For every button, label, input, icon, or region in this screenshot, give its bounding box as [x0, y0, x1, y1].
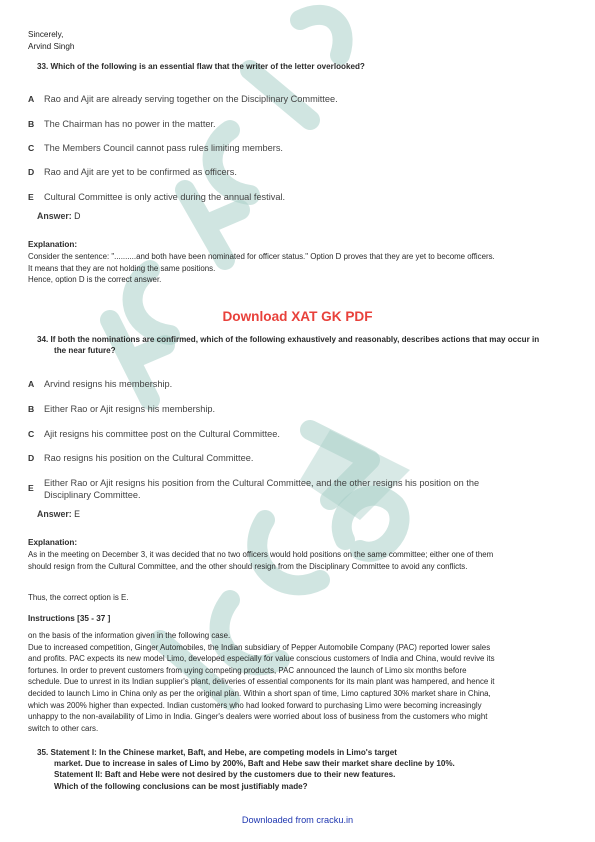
instructions-text: on the basis of the information given in the following case. Due to increased competition, Ginger Automobiles, the Indian subsidiary of Pepper Automobile Company (PAC) reported lower sales and profits. PAC expects its new model Limo, developed especially for value conscious customers of India and China, would revive its fortunes. In order to prevent customers from uying competing products, PAC announced the launch of Limo six months before schedule. Due to unrest in its Indian supplier's plant, deliveries of essential components for its main plant was hampered, and hence it decided to launch Limo in China only as per the original plan. Within a short span of time, Limo captured 30% market share in China, which was 200% higher than expected. Indian customers who had looked forward to purchasing Limo were becoming increasingly unhappy to the non-availability of Limo in India. Ginger's dealers were worried about loss of business from the customers who might switch to other cars. — [28, 631, 495, 733]
q33-explanation: Consider the sentence: "..........and both have been nominated for officer status." Option D proves that they are yet to become officers. It means that they are not holding the same positions. Hence, option D is the correct answer. — [28, 252, 495, 285]
q33-option-b: B The Chairman has no power in the matter. — [28, 119, 216, 129]
q33-option-c: C The Members Council cannot pass rules limiting members. — [28, 143, 283, 153]
q34-conclusion: Thus, the correct option is E. — [28, 593, 129, 602]
q34-option-a: A Arvind resigns his membership. — [28, 379, 173, 389]
q34-explanation: As in the meeting on December 3, it was decided that no two officers would hold positions on the same committee; either one of them should resign from the Cultural Committee, and the other should resign from the Disciplinary Committee to avoid any conflicts. — [28, 550, 494, 571]
q33-option-e: E Cultural Committee is only active during the annual festival. — [28, 192, 286, 202]
q34-option-e: E Either Rao or Ajit resigns his position from the Cultural Committee, and the other resigns his position on the Disciplinary Committee. — [28, 478, 480, 500]
q34-explanation-title: Explanation: — [28, 538, 78, 547]
letter-closing: Sincerely, — [28, 30, 64, 39]
q34-option-b: B Either Rao or Ajit resigns his membership. — [28, 404, 216, 414]
question-34: 34. If both the nominations are confirmed, which of the following exhaustively and reasonably, describes actions that may occur in the near future? — [37, 335, 540, 356]
q34-option-d: D Rao resigns his position on the Cultural Committee. — [28, 453, 254, 463]
q34-answer: Answer: E — [37, 509, 81, 519]
q33-option-a: A Rao and Ajit are already serving together on the Disciplinary Committee. — [28, 94, 338, 104]
footer-cracku-link[interactable]: Downloaded from cracku.in — [241, 815, 354, 825]
q34-option-c: C Ajit resigns his committee post on the Cultural Committee. — [28, 429, 280, 439]
download-xat-gk-pdf-link[interactable]: Download XAT GK PDF — [222, 309, 373, 324]
q33-explanation-title: Explanation: — [28, 240, 78, 249]
letter-signature: Arvind Singh — [28, 42, 75, 51]
instructions-title: Instructions [35 - 37 ] — [28, 614, 111, 623]
q33-option-d: D Rao and Ajit are yet to be confirmed as officers. — [28, 167, 237, 177]
q33-answer: Answer: D — [37, 211, 81, 221]
question-35: 35. Statement I: In the Chinese market, Baft, and Hebe, are competing models in Limo's target market. Due to increase in sales of Limo by 200%, Baft and Hebe saw their market share decline by 10%. Statement II: Baft and Hebe were not desired by the customers due to their new features. Which of the following conclusions can be most justifiably made? — [37, 748, 455, 791]
question-33: 33. Which of the following is an essential flaw that the writer of the letter overlooked? — [37, 62, 365, 71]
